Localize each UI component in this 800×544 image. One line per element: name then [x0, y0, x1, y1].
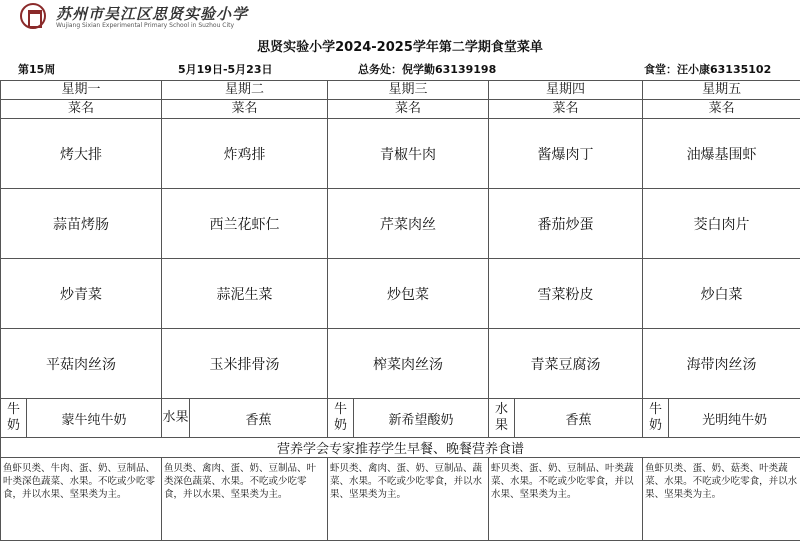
dish-header: 菜名: [489, 100, 643, 119]
day-tuesday: 星期二: [162, 81, 328, 100]
drink-label: 牛奶: [643, 399, 669, 438]
school-name-cn: 苏州市吴江区思贤实验小学: [56, 5, 249, 23]
school-header: [0, 0, 800, 34]
info-bar: [0, 58, 800, 78]
recipe-cell: 虾贝类、蛋、奶、豆制品、叶类蔬菜、水果。不吃或少吃零食，并以水果、坚果类为主。: [489, 458, 643, 541]
dish-row: [1, 189, 800, 259]
dish-row: [1, 259, 800, 329]
dish-cell: 玉米排骨汤: [162, 329, 328, 399]
drink-row: [1, 399, 800, 438]
dish-cell: 西兰花虾仁: [162, 189, 328, 259]
drink-item: 新希望酸奶: [354, 399, 489, 438]
general-affairs-contact: 总务处：倪学勤63139198: [358, 63, 497, 76]
dish-header: 菜名: [328, 100, 489, 119]
dish-cell: 酱爆肉丁: [489, 119, 643, 189]
recipe-title: 营养学会专家推荐学生早餐、晚餐营养食谱: [1, 438, 800, 458]
day-friday: 星期五: [643, 81, 800, 100]
dish-row: [1, 119, 800, 189]
day-wednesday: 星期三: [328, 81, 489, 100]
dish-cell: 茭白肉片: [643, 189, 800, 259]
dish-header: 菜名: [1, 100, 162, 119]
menu-table: [0, 80, 800, 541]
recipe-row: [1, 458, 800, 541]
dish-header: 菜名: [643, 100, 800, 119]
recipe-cell: 鱼贝类、禽肉、蛋、奶、豆制品、叶类深色蔬菜、水果。不吃或少吃零食，并以水果、坚果类为主。: [162, 458, 328, 541]
drink-item: 香蕉: [190, 399, 328, 438]
dish-header: 菜名: [162, 100, 328, 119]
drink-label: 水果: [162, 399, 190, 438]
recipe-title-row: [1, 438, 800, 458]
day-monday: 星期一: [1, 81, 162, 100]
dish-cell: 油爆基围虾: [643, 119, 800, 189]
dish-cell: 炒青菜: [1, 259, 162, 329]
school-seal-icon: [20, 3, 46, 29]
dish-cell: 芹菜肉丝: [328, 189, 489, 259]
recipe-cell: 鱼虾贝类、蛋、奶、菇类、叶类蔬菜、水果。不吃或少吃零食，并以水果、坚果类为主。: [643, 458, 800, 541]
dish-cell: 海带肉丝汤: [643, 329, 800, 399]
day-header-row: [1, 81, 800, 100]
date-range: 5月19日-5月23日: [178, 63, 273, 76]
dish-cell: 雪菜粉皮: [489, 259, 643, 329]
drink-label: 牛奶: [1, 399, 27, 438]
drink-label: 牛奶: [328, 399, 354, 438]
dish-cell: 炒白菜: [643, 259, 800, 329]
dish-cell: 蒜泥生菜: [162, 259, 328, 329]
drink-item: 香蕉: [515, 399, 643, 438]
dish-header-row: [1, 100, 800, 119]
dish-cell: 炸鸡排: [162, 119, 328, 189]
dish-cell: 炒包菜: [328, 259, 489, 329]
drink-item: 蒙牛纯牛奶: [27, 399, 162, 438]
menu-title: 思贤实验小学2024-2025学年第二学期食堂菜单: [257, 40, 543, 55]
dish-cell: 番茄炒蛋: [489, 189, 643, 259]
recipe-cell: 虾贝类、禽肉、蛋、奶、豆制品、蔬菜、水果。不吃或少吃零食，并以水果、坚果类为主。: [328, 458, 489, 541]
dish-cell: 烤大排: [1, 119, 162, 189]
recipe-cell: 鱼虾贝类、牛肉、蛋、奶、豆制品、叶类深色蔬菜、水果。不吃或少吃零食，并以水果、坚果类为主。: [1, 458, 162, 541]
dish-cell: 蒜苗烤肠: [1, 189, 162, 259]
drink-label: 水果: [489, 399, 515, 438]
week-number: 第15周: [18, 63, 56, 76]
school-name-en: Wujiang Sixian Experimental Primary School in Suzhou City: [56, 22, 235, 29]
dish-row: [1, 329, 800, 399]
dish-cell: 青菜豆腐汤: [489, 329, 643, 399]
day-thursday: 星期四: [489, 81, 643, 100]
dish-cell: 青椒牛肉: [328, 119, 489, 189]
drink-item: 光明纯牛奶: [669, 399, 800, 438]
dish-cell: 榨菜肉丝汤: [328, 329, 489, 399]
canteen-contact: 食堂：汪小康63135102: [644, 63, 772, 76]
dish-cell: 平菇肉丝汤: [1, 329, 162, 399]
